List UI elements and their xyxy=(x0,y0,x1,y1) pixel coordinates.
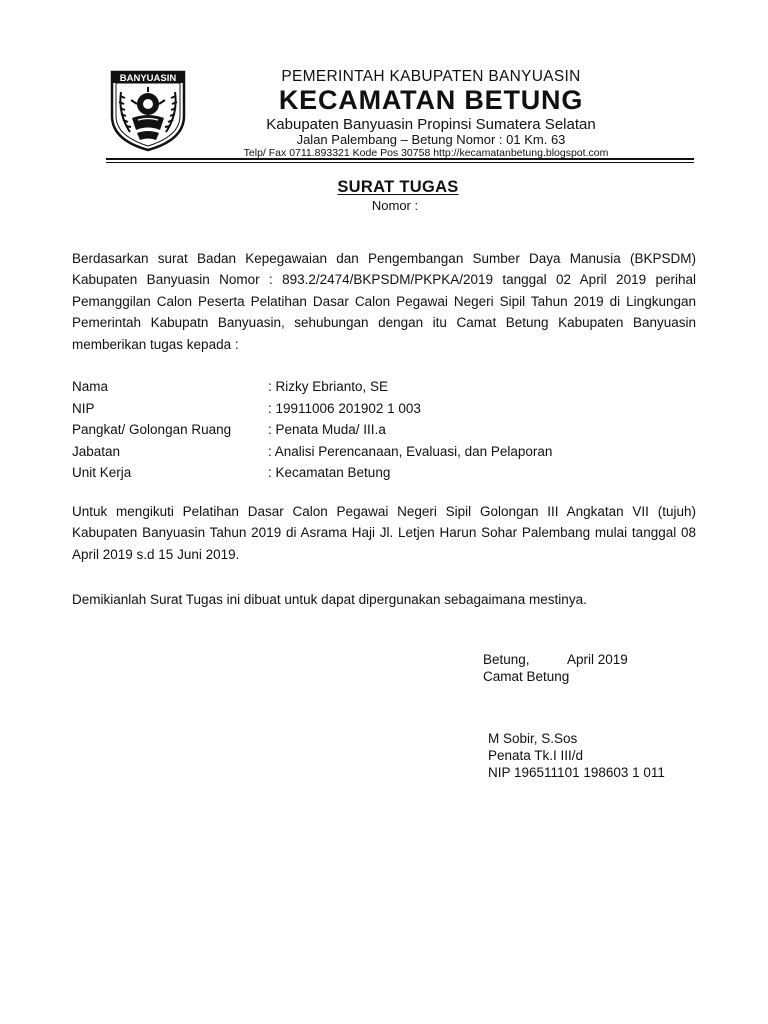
field-label: Jabatan xyxy=(72,443,121,459)
field-value: : Penata Muda/ III.a xyxy=(268,422,386,437)
field-value: : Kecamatan Betung xyxy=(268,465,391,480)
regency-province: Kabupaten Banyuasin Propinsi Sumatera Selatan xyxy=(266,116,596,133)
contact-info: Telp/ Fax 0711.893321 Kode Pos 30758 http://kecamatanbetung.blogspot.com xyxy=(243,147,609,159)
banyuasin-emblem-logo xyxy=(108,70,188,152)
field-label: Unit Kerja xyxy=(72,465,132,480)
signer-rank: Penata Tk.I III/d xyxy=(488,748,584,763)
office-name: KECAMATAN BETUNG xyxy=(278,85,584,115)
field-row-work-unit xyxy=(72,462,696,484)
signature-block xyxy=(488,730,665,781)
field-value: : 19911006 201902 1 003 xyxy=(268,400,421,416)
opening-paragraph: Berdasarkan surat Badan Kepegawaian dan Pengembangan Sumber Daya Manusia (BKPSDM) Kabupaten Banyuasin Nomor : 893.2/2474/BKPSDM/PKPKA/2019 tanggal 02 April 2019 perihal Pemanggilan Calon Peserta Pelatihan Dasar Calon Pegawai Negeri Sipil Tahun 2019 di Lingkungan Pemerintah Kabupatn Banyuasin, sehubungan dengan itu Camat Betung Kabupaten Banyuasin memberikan tugas kepada : xyxy=(72,251,696,352)
government-name: PEMERINTAH KABUPATEN BANYUASIN xyxy=(281,68,581,85)
field-row-rank xyxy=(72,419,696,441)
signer-name: M Sobir, S.Sos xyxy=(488,731,578,746)
office-address: Jalan Palembang – Betung Nomor : 01 Km. 63 xyxy=(296,132,566,147)
signature-header xyxy=(483,651,628,685)
field-label: NIP xyxy=(72,400,95,416)
signing-date: April 2019 xyxy=(567,652,628,667)
letterhead xyxy=(196,68,666,159)
field-row-name xyxy=(72,376,696,398)
purpose-paragraph: Untuk mengikuti Pelatihan Dasar Calon Pegawai Negeri Sipil Golongan III Angkatan VII (tujuh) Kabupaten Banyuasin Tahun 2019 di Asrama Haji Jl. Letjen Harun Sohar Palembang mulai tanggal 08 April 2019 s.d 15 Juni 2019. xyxy=(72,504,696,562)
field-row-position xyxy=(72,441,696,463)
field-label: Pangkat/ Golongan Ruang xyxy=(72,422,232,437)
letter-title-block xyxy=(0,178,768,213)
letterhead-divider-thick xyxy=(106,158,694,160)
signer-nip: NIP 196511101 198603 1 011 xyxy=(488,765,665,780)
letter-number: Nomor : xyxy=(371,198,419,213)
closing-paragraph: Demikianlah Surat Tugas ini dibuat untuk dapat dipergunakan sebagaimana mestinya. xyxy=(72,592,587,607)
field-row-nip xyxy=(72,398,696,420)
field-value: : Rizky Ebrianto, SE xyxy=(268,379,389,394)
signing-place: Betung, xyxy=(483,652,530,667)
letterhead-divider-thin xyxy=(106,162,694,163)
letter-title: SURAT TUGAS xyxy=(337,178,459,196)
field-value: : Analisi Perencanaan, Evaluasi, dan Pelaporan xyxy=(268,443,553,459)
signing-place-date xyxy=(483,651,628,668)
assignee-details xyxy=(72,376,696,484)
signer-position: Camat Betung xyxy=(483,669,570,684)
svg-text:BANYUASIN: BANYUASIN xyxy=(119,73,177,84)
field-label: Nama xyxy=(72,379,109,394)
